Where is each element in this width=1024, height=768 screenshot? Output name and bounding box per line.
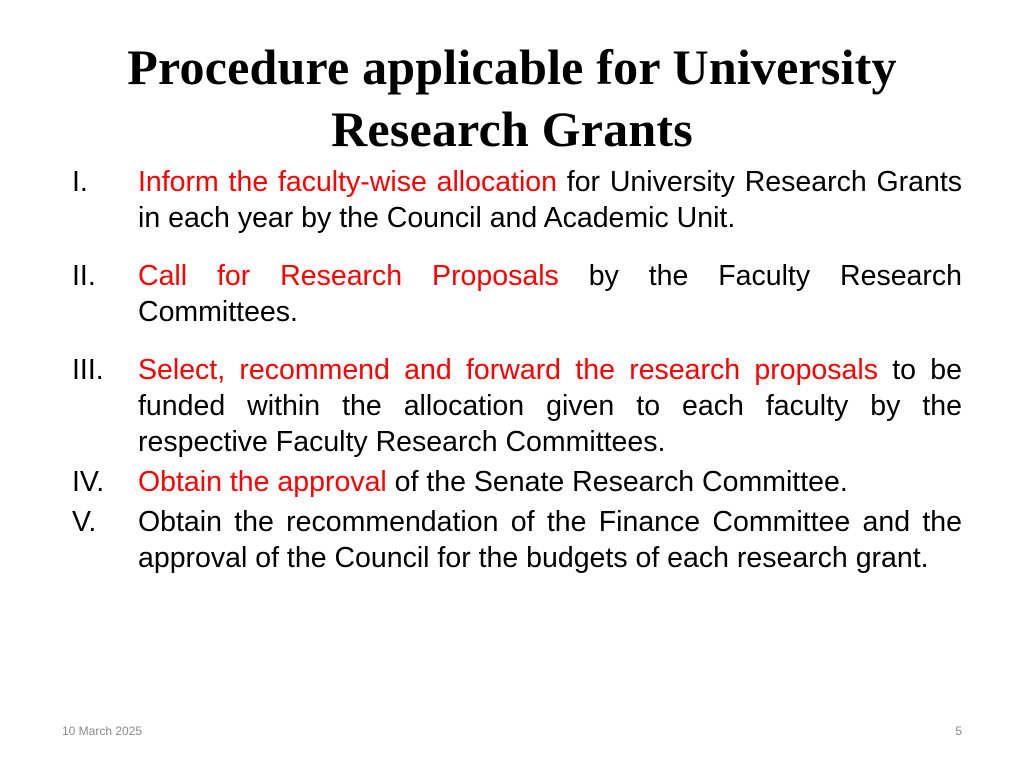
item-text	[138, 464, 962, 500]
procedure-item-5	[72, 504, 962, 576]
slide-title-line-2: Research Grants	[331, 101, 693, 157]
procedure-item-2	[72, 258, 962, 330]
item-body: by the Faculty Research Committees.	[138, 260, 962, 328]
item-body: for University Research Grants in each year by the Council and Academic Unit.	[138, 166, 962, 234]
procedure-item-4	[72, 464, 962, 500]
item-body: Obtain the recommendation of the Finance Committee and the approval of the Council for the budgets of each research grant.	[138, 506, 962, 574]
item-text	[138, 504, 962, 576]
item-numeral: I.	[72, 166, 88, 198]
procedure-item-3	[72, 352, 962, 460]
item-text	[138, 352, 962, 460]
item-numeral: IV.	[72, 466, 105, 498]
item-body: to be funded within the allocation given to each faculty by the respective Faculty Research Committees.	[138, 354, 962, 458]
procedure-list	[72, 164, 962, 576]
item-numeral: II.	[72, 260, 96, 292]
page-number: 5	[955, 724, 962, 738]
item-numeral: V.	[72, 506, 97, 538]
procedure-item-1	[72, 164, 962, 236]
item-numeral: III.	[72, 354, 104, 386]
item-highlight: Obtain the approval	[138, 466, 387, 498]
item-highlight: Call for Research Proposals	[138, 260, 559, 292]
item-highlight: Inform the faculty-wise allocation	[138, 166, 558, 198]
item-body: of the Senate Research Committee.	[386, 466, 848, 498]
slide-title	[40, 36, 984, 160]
slide-title-line-1: Procedure applicable for University	[127, 39, 897, 95]
item-text	[138, 258, 962, 330]
item-text	[138, 164, 962, 236]
item-highlight: Select, recommend and forward the research proposals	[138, 354, 878, 386]
footer-date: 10 March 2025	[62, 724, 143, 738]
